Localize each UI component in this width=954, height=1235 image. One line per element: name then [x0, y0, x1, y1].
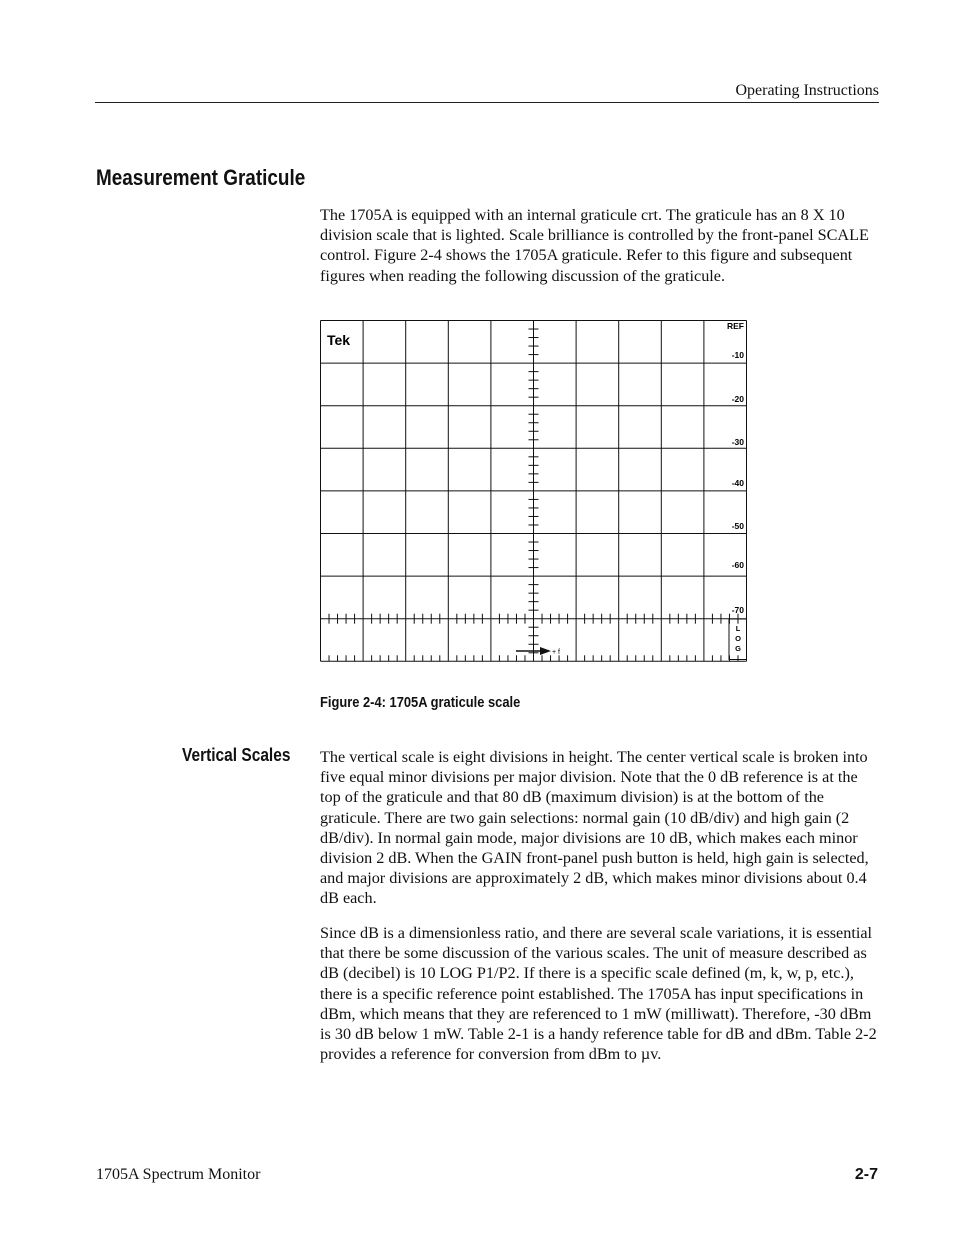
- page-number: 2-7: [854, 1166, 878, 1183]
- frequency-axis-label: + f: [552, 649, 560, 656]
- log-letter: G: [735, 644, 741, 653]
- scale-label: -50: [731, 521, 744, 531]
- tek-logo: Tek: [327, 332, 351, 348]
- scale-label: -30: [731, 437, 744, 447]
- scale-label: -40: [731, 478, 744, 488]
- scale-label: -20: [731, 394, 744, 404]
- scale-label: -10: [731, 350, 744, 360]
- log-letter: O: [735, 634, 741, 643]
- section-title: Measurement Graticule: [96, 165, 306, 190]
- ref-label: REF: [727, 321, 744, 331]
- intro-paragraph: The 1705A is equipped with an internal graticule crt. The graticule has an 8 X 10 division scale that is lighted. Scale brilliance is controlled by the front-panel SCALE control. Figure 2-4 shows the 1705A graticule. Refer to this figure and subsequent figures when reading the following discussion of the graticule.: [320, 206, 869, 285]
- vertical-scales-paragraph-2: Since dB is a dimensionless ratio, and there are several scale variations, it is essential that there be some discussion of the various scales. The unit of measure described as dB (decibel) is 10 LOG P1/P2. If there is a specific scale defined (m, k, w, p, etc.), there is a specific reference point established. The 1705A has input specifications in dBm, which means that they are referenced to 1 mW (milliwatt). Therefore, -30 dBm is 30 dB below 1 mW. Table 2-1 is a handy reference table for dB and dBm. Table 2-2 provides a reference for conversion from dBm to µv.: [320, 924, 877, 1064]
- graticule-figure: [318, 318, 750, 671]
- scale-label: -70: [731, 605, 744, 615]
- footer-title: 1705A Spectrum Monitor: [96, 1166, 261, 1183]
- log-letter: L: [735, 624, 741, 633]
- header-rule: [95, 102, 879, 103]
- graticule-svg: [318, 318, 750, 666]
- vertical-scales-heading: Vertical Scales: [182, 745, 291, 765]
- scale-label: -60: [731, 560, 744, 570]
- log-label: [735, 624, 741, 653]
- figure-caption: Figure 2-4: 1705A graticule scale: [320, 694, 521, 711]
- running-header: Operating Instructions: [735, 82, 879, 99]
- vertical-scales-paragraph-1: The vertical scale is eight divisions in height. The center vertical scale is broken into five equal minor divisions per major division. Note that the 0 dB reference is at the top of the graticule and that 80 dB (maximum division) is at the bottom of the graticule. There are two gain selections: normal gain (10 dB/div) and high gain (2 dB/div). In normal gain mode, major divisions are 10 dB, which makes each minor division 2 dB. When the GAIN front-panel push button is held, high gain is selected, and major divisions are approximately 2 dB, which makes minor divisions about 0.4 dB each.: [320, 748, 869, 908]
- scale-labels: [732, 350, 745, 615]
